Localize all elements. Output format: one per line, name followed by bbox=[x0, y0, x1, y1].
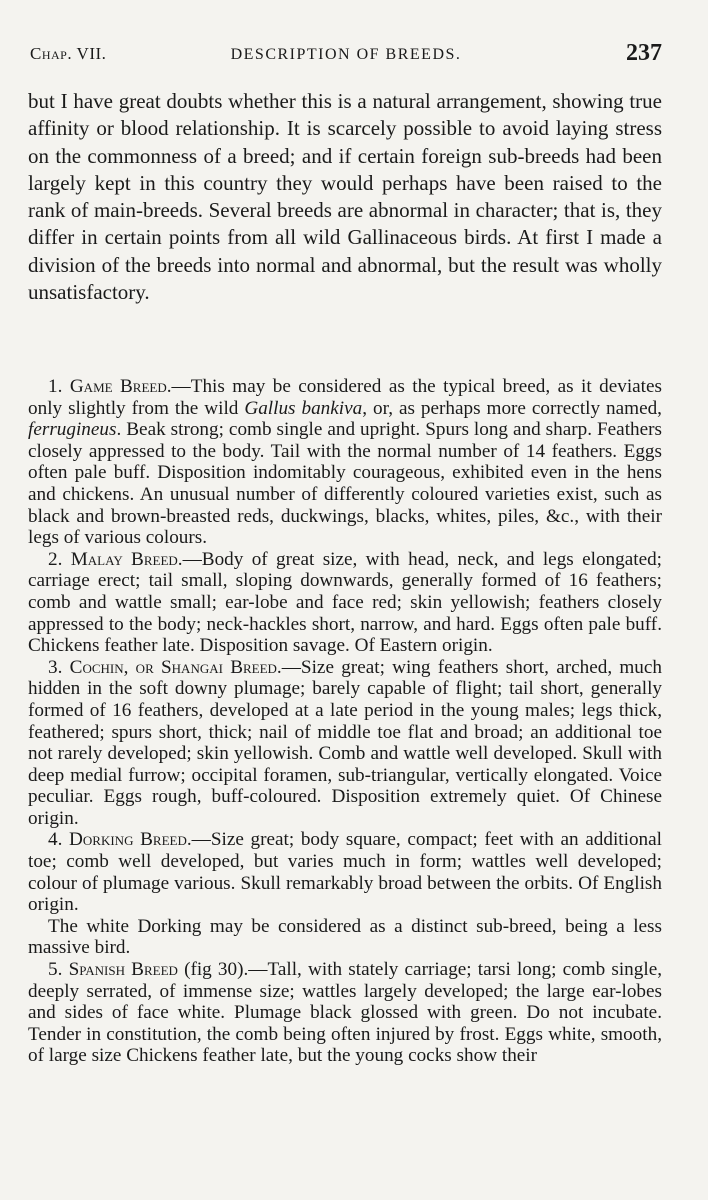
breed-text: —Size great; body square, compact; feet with an additional toe; comb well developed, but varies much in form; wattles well developed; colour of plumage various. Skull remarkably broad between the orbits. Of English origin. bbox=[28, 829, 662, 916]
breed-name: Game Breed. bbox=[69, 376, 172, 397]
breed-text: , or, as perhaps more correctly named, bbox=[362, 397, 662, 419]
breed-text: —This may be considered as the typical breed, as it deviates only slightly from the wild bbox=[28, 376, 662, 419]
breed-text: —Body of great size, with head, neck, and legs elongated; carriage erect; tail small, sloping downwards, generally formed of 16 feathers; comb and wattle small; ear-lobe and face red; skin yellowish; feathers closely appressed to the body; neck-hackles short, narrow, and hard. Eggs often pale buff. Chickens feather late. Disposition savage. Of Eastern origin. bbox=[28, 548, 663, 657]
intro-paragraph bbox=[28, 88, 662, 306]
breed-spanish bbox=[28, 959, 662, 1067]
species-name: Gallus bankiva bbox=[244, 397, 363, 419]
breed-dorking bbox=[28, 829, 662, 915]
breed-name: Dorking Breed. bbox=[69, 829, 192, 851]
breed-number: 4. bbox=[48, 829, 63, 851]
running-title: DESCRIPTION OF BREEDS. bbox=[230, 46, 462, 63]
breed-text: . Beak strong; comb single and upright. Spurs long and sharp. Feathers closely appressed to the body. Tail with the normal number of 14 feathers. Eggs often pale buff. Disposition indomitably courageous, exhibited even in the hens and chickens. An unusual number of differently coloured varieties exist, such as black and brown-breasted reds, duckwings, blacks, whites, piles, &c., with their legs of various colours. bbox=[28, 419, 662, 549]
breed-text: (fig 30).—Tall, with stately carriage; tarsi long; comb single, deeply serrated, of immense size; wattles largely developed; the large ear-lobes and sides of face white. Plumage black glossed with green. Do not incubate. Tender in constitution, the comb being often injured by frost. Eggs white, smooth, of large size Chickens feather late, but the young cocks show their bbox=[28, 959, 663, 1067]
intro-text: but I have great doubts whether this is a natural arrangement, showing true affinity or blood relationship. It is scarcely possible to avoid laying stress on the commonness of a breed; and if certain foreign sub-breeds had been largely kept in this country they would perhaps have been raised to the rank of main-breeds. Several breeds are abnormal in character; that is, they differ in certain points from all wild Gallinaceous birds. At first I made a division of the breeds into normal and abnormal, but the result was wholly unsatisfactory. bbox=[28, 89, 662, 305]
breed-text: —Size great; wing feathers short, arched, much hidden in the soft downy plumage; barely capable of flight; tail short, generally formed of 16 feathers, developed at a late period in the young males; legs thick, feathered; spurs short, thick; nail of middle toe flat and broad; an additional toe not rarely developed; skin yellowish. Comb and wattle well developed. Skull with deep medial furrow; occipital foramen, sub-triangular, vertically elongated. Voice peculiar. Eggs rough, buff-coloured. Disposition extremely quiet. Of Chinese origin. bbox=[28, 656, 663, 829]
page-number: 237 bbox=[626, 40, 662, 66]
breed-number: 3. bbox=[48, 656, 63, 678]
breed-number: 1. bbox=[48, 376, 63, 397]
breed-cochin bbox=[28, 657, 662, 830]
breed-text: The white Dorking may be considered as a distinct sub-breed, being a less massive bird. bbox=[28, 915, 662, 959]
breed-malay bbox=[28, 549, 662, 657]
breed-number: 5. bbox=[48, 959, 63, 981]
breed-descriptions bbox=[28, 376, 662, 1067]
breed-name: Spanish Breed bbox=[68, 959, 178, 981]
breed-game bbox=[28, 376, 662, 549]
breed-number: 2. bbox=[48, 548, 63, 570]
chapter-label: Chap. VII. bbox=[30, 44, 107, 63]
breed-name: Malay Breed. bbox=[70, 548, 183, 570]
sub-breed-note bbox=[28, 916, 662, 959]
running-header bbox=[30, 40, 662, 80]
breed-name: Cochin, or Shangai Breed. bbox=[69, 656, 282, 678]
species-name: ferrugineus bbox=[28, 419, 117, 441]
